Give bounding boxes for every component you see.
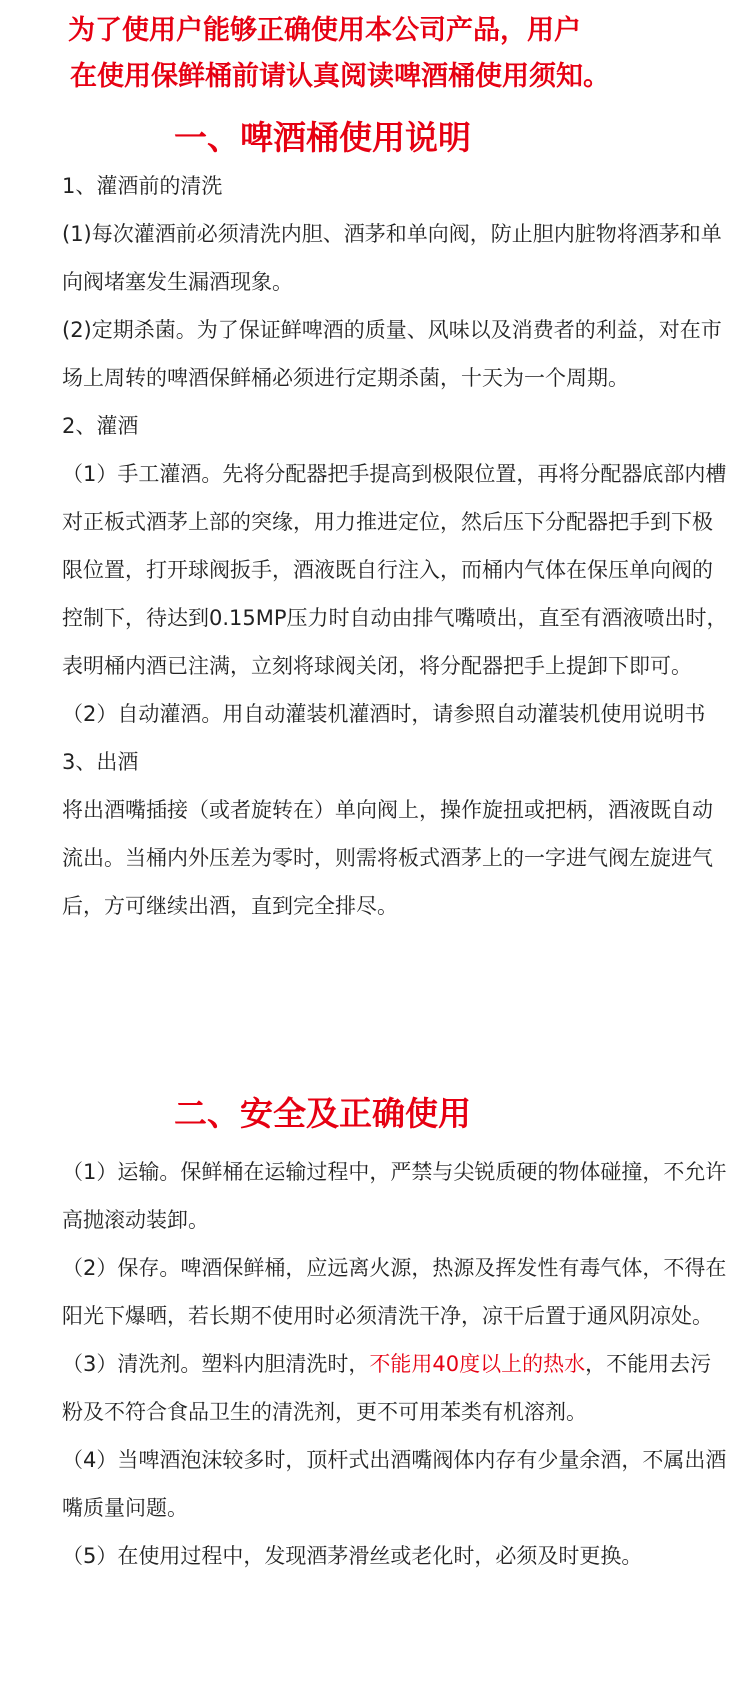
notice-line-1: 为了使用户能够正确使用本公司产品，用户 [68,15,581,46]
safety-item-foam: （4）当啤酒泡沫较多时，顶杆式出酒嘴阀体内存有少量余酒，不属出酒嘴质量问题。 [62,1448,727,1520]
paragraph-sterilization: (2)定期杀菌。为了保证鲜啤酒的质量、风味以及消费者的利益，对在市场上周转的啤酒保鲜桶必须进行定期杀菌，十天为一个周期。 [62,318,722,390]
heading-filling: 2、灌酒 [62,414,139,438]
safety-instructions [62,1148,730,1580]
notice-line-2: 在使用保鲜桶前请认真阅读啤酒桶使用须知。 [70,61,610,92]
usage-notice [68,8,728,100]
safety-item-storage: （2）保存。啤酒保鲜桶，应远离火源，热源及挥发性有毒气体，不得在阳光下爆晒，若长期不使用时必须清洗干净，凉干后置于通风阴凉处。 [62,1256,727,1328]
paragraph-dispensing: 将出酒嘴插接（或者旋转在）单向阀上，操作旋扭或把柄，酒液既自动流出。当桶内外压差为零时，则需将板式酒茅上的一字进气阀左旋进气后，方可继续出酒，直到完全排尽。 [62,798,713,918]
safety-item-replacement: （5）在使用过程中，发现酒茅滑丝或老化时，必须及时更换。 [62,1544,643,1568]
section-title-safety: 二、安全及正确使用 [174,1094,471,1133]
safety-item-cleaning-agent [62,1340,730,1436]
safety-item-transport: （1）运输。保鲜桶在运输过程中，严禁与尖锐质硬的物体碰撞，不允许高抛滚动装卸。 [62,1160,727,1232]
usage-instructions [62,162,730,930]
heading-cleaning: 1、灌酒前的清洗 [62,174,223,198]
paragraph-manual-filling: （1）手工灌酒。先将分配器把手提高到极限位置，再将分配器底部内槽对正板式酒茅上部的突缘，用力推进定位，然后压下分配器把手到下极限位置，打开球阀扳手，酒液既自行注入，而桶内气体在保压单向阀的控制下，待达到0.15MP压力时自动由排气嘴喷出，直至有酒液喷出时，表明桶内酒已注满，立刻将球阀关闭，将分配器把手上提卸下即可。 [62,462,728,678]
paragraph-auto-filling: （2）自动灌酒。用自动灌装机灌酒时，请参照自动灌装机使用说明书 [62,702,706,726]
cleaning-agent-text-start: （3）清洗剂。塑料内胆清洗时， [62,1352,370,1376]
hot-water-warning: 不能用40度以上的热水 [369,1352,586,1376]
heading-dispensing: 3、出酒 [62,750,139,774]
section-title-usage: 一、啤酒桶使用说明 [174,118,471,157]
paragraph-clean-before-filling: (1)每次灌酒前必须清洗内胆、酒茅和单向阀，防止胆内脏物将酒茅和单向阀堵塞发生漏酒现象。 [62,222,722,294]
cleaning-agent-text-end: ，不能用去污粉及不符合食品卫生的清洗剂，更不可用苯类有机溶剂。 [62,1352,712,1424]
